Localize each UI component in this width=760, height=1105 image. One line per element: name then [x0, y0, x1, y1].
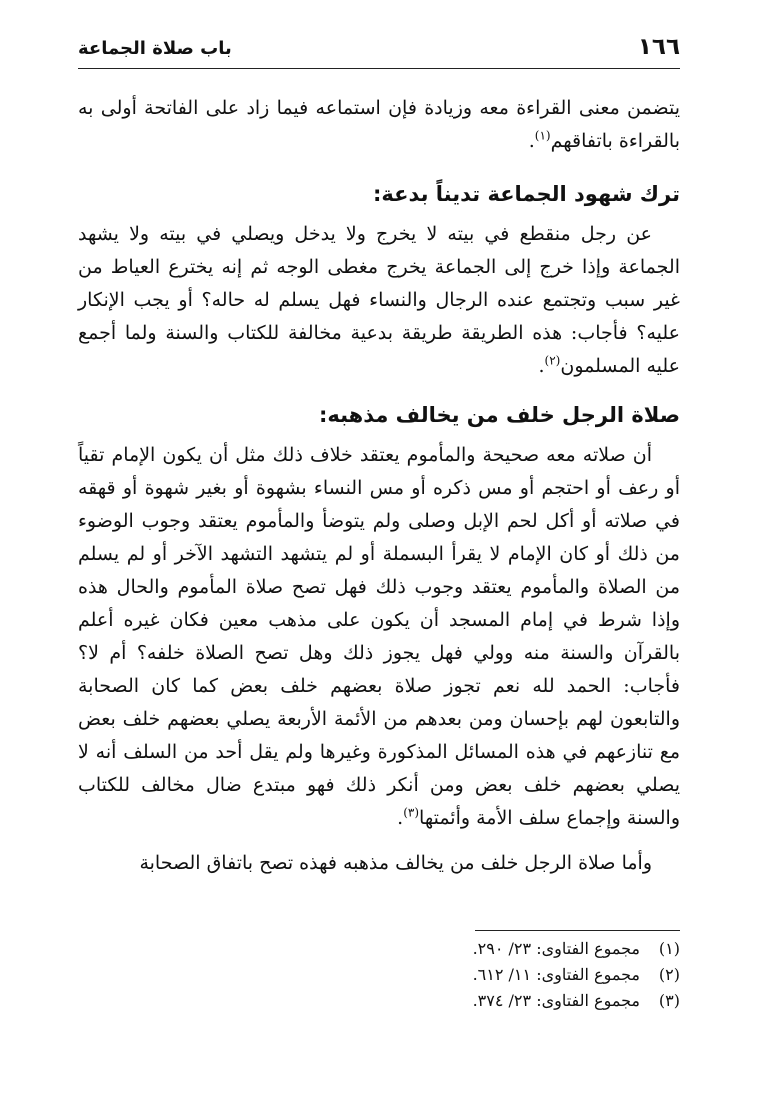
- footnote-number: (١): [658, 939, 680, 958]
- footnote: [360, 962, 680, 988]
- page-body: [78, 92, 680, 880]
- footnote-text: مجموع الفتاوى: ٢٣/ ٣٧٤.: [472, 991, 640, 1010]
- footnotes: [360, 936, 680, 1014]
- intro-paragraph: [78, 92, 680, 158]
- running-title: باب صلاة الجماعة: [78, 38, 232, 59]
- footnote-ref-2: (٢): [544, 353, 561, 368]
- closing-paragraph: وأما صلاة الرجل خلف من يخالف مذهبه فهذه تصح باتفاق الصحابة: [139, 852, 652, 874]
- footnote-ref-3: (٣): [403, 805, 420, 820]
- footnote-number: (٣): [658, 991, 680, 1010]
- footnote-text: مجموع الفتاوى: ١١/ ٦١٢.: [472, 965, 640, 984]
- section2-paragraph: [78, 439, 680, 835]
- section-title-praying-behind-other-madhhab: صلاة الرجل خلف من يخالف مذهبه:: [318, 403, 680, 427]
- footnote: [360, 936, 680, 962]
- section1-paragraph: [78, 218, 680, 383]
- footnote: [360, 988, 680, 1014]
- footnote-text: مجموع الفتاوى: ٢٣/ ٢٩٠.: [472, 939, 640, 958]
- footnote-number: (٢): [658, 965, 680, 984]
- section2-text: أن صلاته معه صحيحة والمأموم يعتقد خلاف ذلك مثل أن يكون الإمام تقياً أو رعف أو احتجم أو مس ذكره أو مس النساء بشهوة أو بغير شهوة أو قهقه في صلاته أو أكل لحم الإبل وصلى ولم يتوضأ والمأموم يعتقد وجوب الوضوء من ذلك أو كان الإمام لا يقرأ البسملة أو لم يتشهد التشهد الآخر أو لم يسلم من الصلاة والمأموم يعتقد وجوب ذلك فهل تصح صلاة المأموم والحال هذه وإذا شرط في إمام المسجد أن يكون على مذهب معين فكان غيره أعلم بالقرآن والسنة منه وولي فهل يجوز ذلك وهل تصح الصلاة خلفه؟ أم لا؟ فأجاب: الحمد لله نعم تجوز صلاة بعضهم خلف بعض كما كان الصحابة والتابعون لهم بإحسان ومن بعدهم من الأئمة الأربعة يصلي بعضهم خلف بعض مع تنازعهم في هذه المسائل المذكورة وغيرها ولم يقل أحد من السلف أنه لا يصلي بعضهم خلف بعض ومن أنكر ذلك فهو مبتدع ضال مخالف للكتاب والسنة وإجماع سلف الأمة وأئمتها: [78, 444, 681, 829]
- page-header: [78, 32, 680, 69]
- section2-end: .: [397, 807, 404, 829]
- intro-text: يتضمن معنى القراءة معه وزيادة فإن استماعه فيما زاد على الفاتحة أولى به بالقراءة باتفاقهم: [78, 97, 680, 152]
- page-number: ١٦٦: [637, 34, 680, 60]
- footnote-separator: [475, 930, 680, 931]
- intro-end: .: [528, 130, 535, 152]
- section-title-abandoning-congregation: ترك شهود الجماعة تديناً بدعة:: [372, 182, 680, 206]
- section1-end: .: [538, 355, 545, 377]
- section1-text: عن رجل منقطع في بيته لا يخرج ولا يدخل ويصلي في بيته ولا يشهد الجماعة وإذا خرج إلى الجماعة يخرج مغطى الوجه ثم إنه يخترع العياط من غير سبب وتجتمع عنده الرجال والنساء فهل يسلم له حاله؟ أو يجب الإنكار عليه؟ فأجاب: هذه الطريقة طريقة بدعية مخالفة للكتاب والسنة ولما أجمع عليه المسلمون: [78, 223, 680, 377]
- footnote-ref-1: (١): [534, 128, 551, 143]
